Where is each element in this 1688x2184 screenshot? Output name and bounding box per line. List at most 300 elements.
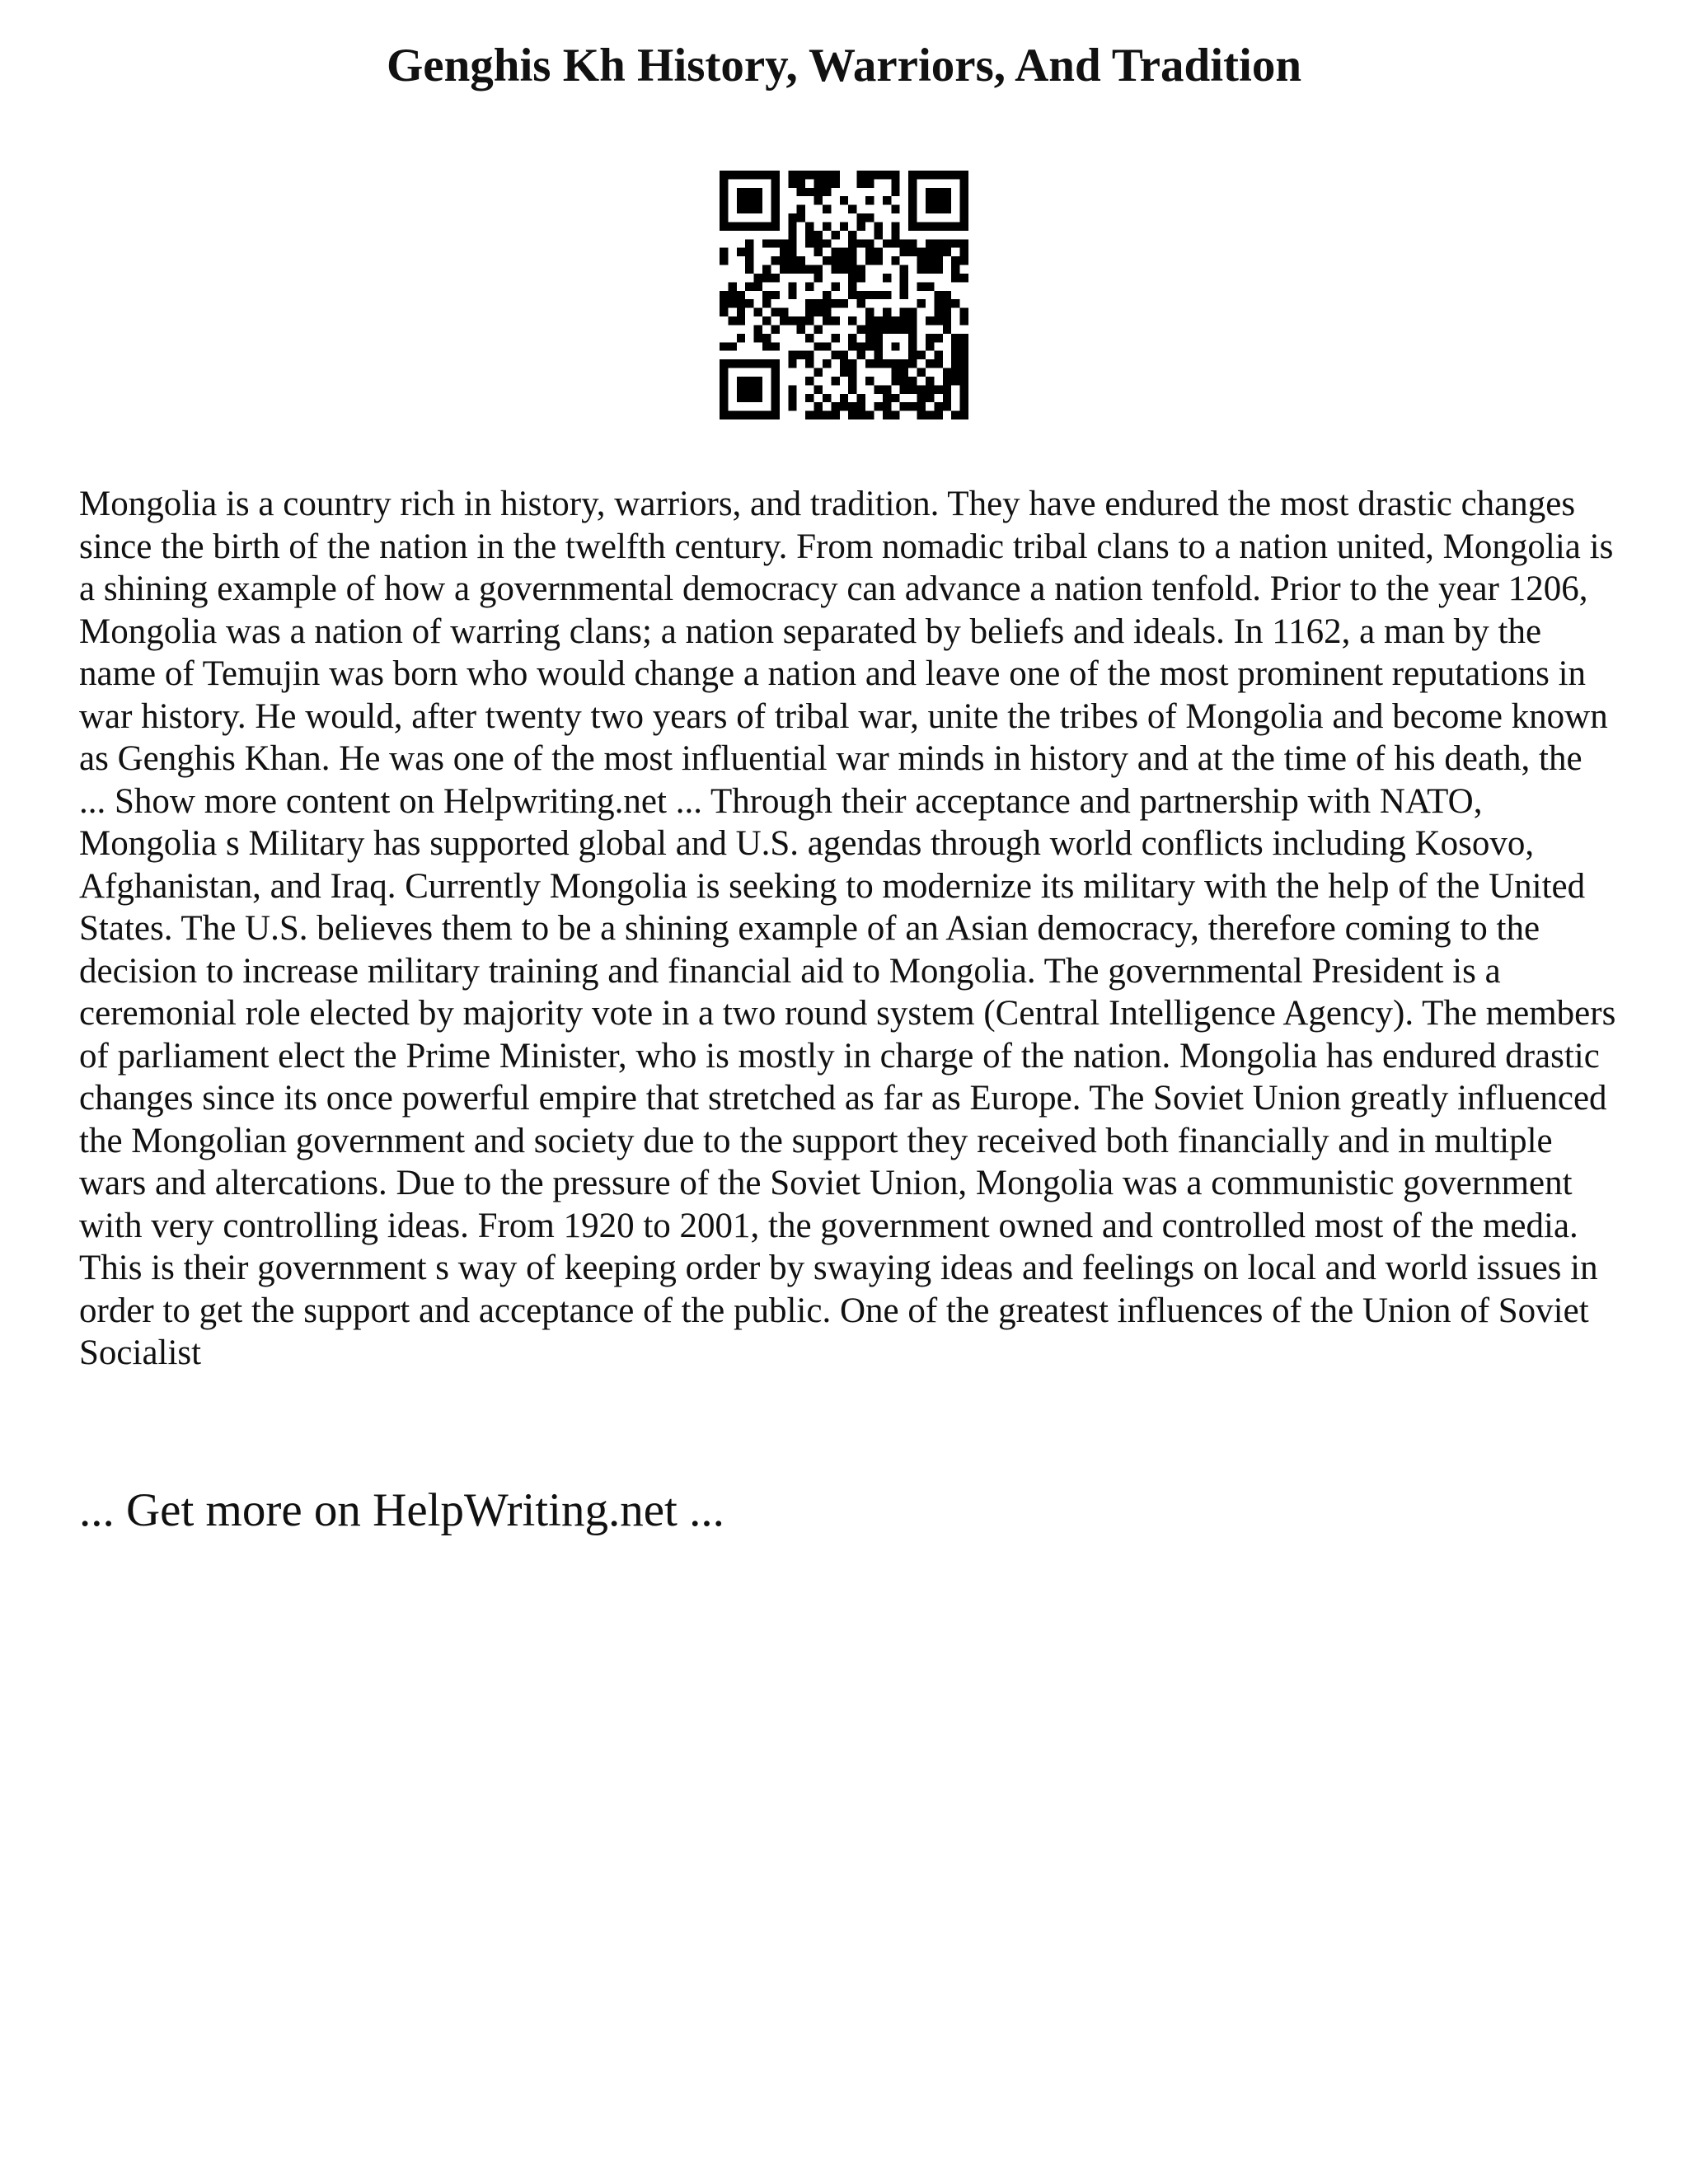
qr-module (960, 342, 968, 350)
qr-module (737, 196, 745, 204)
qr-module (745, 205, 753, 213)
qr-module (874, 171, 882, 179)
qr-module (840, 248, 848, 256)
qr-module (960, 274, 968, 282)
qr-module (797, 325, 805, 333)
qr-module (805, 171, 814, 179)
qr-module (728, 282, 736, 290)
qr-module (720, 411, 728, 419)
qr-module (857, 265, 865, 274)
qr-module (917, 394, 926, 402)
qr-module (814, 368, 823, 377)
qr-module (900, 265, 908, 274)
qr-module (754, 171, 762, 179)
qr-module (908, 308, 917, 316)
qr-module (874, 402, 882, 410)
qr-module (771, 325, 779, 333)
qr-module (943, 325, 951, 333)
qr-module (823, 222, 831, 230)
qr-module (951, 222, 959, 230)
qr-module (951, 265, 959, 274)
qr-module (874, 385, 882, 393)
qr-module (891, 377, 899, 385)
qr-module (788, 248, 796, 256)
qr-module (926, 222, 934, 230)
qr-module (874, 291, 882, 299)
qr-module (883, 308, 891, 316)
qr-module (908, 385, 917, 393)
qr-module (943, 239, 951, 247)
qr-module (805, 316, 814, 325)
qr-module (814, 308, 823, 316)
qr-module (831, 334, 839, 342)
qr-module (771, 274, 779, 282)
qr-module (805, 411, 814, 419)
qr-module (762, 171, 771, 179)
qr-module (771, 394, 779, 402)
qr-module (771, 342, 779, 350)
qr-module (788, 222, 796, 230)
qr-module (943, 308, 951, 316)
qr-module (960, 308, 968, 316)
qr-module (745, 265, 753, 274)
qr-module (780, 239, 788, 247)
qr-module (745, 282, 753, 290)
qr-module (831, 248, 839, 256)
qr-module (788, 256, 796, 265)
qr-module (771, 359, 779, 368)
qr-module (874, 256, 882, 265)
qr-module (737, 299, 745, 307)
qr-module (951, 342, 959, 350)
qr-module (823, 239, 831, 247)
qr-module (762, 334, 771, 342)
qr-module (951, 274, 959, 282)
qr-module (960, 179, 968, 187)
qr-module (857, 325, 865, 333)
qr-module (865, 316, 874, 325)
qr-module (823, 316, 831, 325)
qr-module (728, 316, 736, 325)
qr-module (840, 359, 848, 368)
qr-module (720, 385, 728, 393)
qr-module (926, 411, 934, 419)
qr-module (737, 394, 745, 402)
qr-module (951, 334, 959, 342)
qr-module (960, 359, 968, 368)
qr-module (960, 171, 968, 179)
qr-module (951, 411, 959, 419)
qr-module (840, 256, 848, 265)
qr-module (754, 196, 762, 204)
qr-module (737, 248, 745, 256)
qr-module (960, 239, 968, 247)
qr-module (934, 188, 942, 196)
qr-module (934, 359, 942, 368)
qr-module (771, 385, 779, 393)
qr-module (745, 385, 753, 393)
qr-module (865, 179, 874, 187)
qr-module (805, 299, 814, 307)
qr-module (780, 265, 788, 274)
qr-module (943, 248, 951, 256)
qr-module (891, 394, 899, 402)
qr-module (754, 325, 762, 333)
qr-module (874, 342, 882, 350)
qr-module (805, 231, 814, 239)
qr-module (840, 368, 848, 377)
qr-code-icon (720, 171, 968, 419)
qr-module (720, 377, 728, 385)
qr-module (891, 179, 899, 187)
qr-module (805, 334, 814, 342)
qr-module (917, 256, 926, 265)
qr-module (745, 196, 753, 204)
qr-module (943, 402, 951, 410)
qr-module (780, 256, 788, 265)
qr-module (848, 274, 856, 282)
qr-module (720, 291, 728, 299)
qr-module (814, 239, 823, 247)
qr-code-graphic (720, 171, 968, 419)
qr-module (926, 385, 934, 393)
qr-module (926, 377, 934, 385)
qr-module (874, 359, 882, 368)
qr-module (883, 274, 891, 282)
qr-module (960, 411, 968, 419)
qr-module (848, 385, 856, 393)
qr-module (865, 359, 874, 368)
qr-module (926, 282, 934, 290)
qr-module (848, 256, 856, 265)
qr-module (900, 402, 908, 410)
qr-module (788, 239, 796, 247)
qr-module (900, 274, 908, 282)
qr-module (754, 188, 762, 196)
qr-module (943, 385, 951, 393)
qr-module (771, 179, 779, 187)
qr-module (891, 368, 899, 377)
qr-module (960, 316, 968, 325)
qr-module (917, 222, 926, 230)
qr-module (934, 385, 942, 393)
qr-module (926, 342, 934, 350)
qr-module (943, 205, 951, 213)
qr-module (908, 342, 917, 350)
qr-module (865, 291, 874, 299)
qr-module (762, 239, 771, 247)
qr-module (934, 256, 942, 265)
qr-module (788, 359, 796, 368)
qr-module (943, 291, 951, 299)
qr-module (728, 299, 736, 307)
qr-module (900, 377, 908, 385)
qr-module (917, 402, 926, 410)
qr-module (720, 248, 728, 256)
qr-module (917, 368, 926, 377)
qr-module (797, 265, 805, 274)
qr-module (926, 359, 934, 368)
qr-module (960, 385, 968, 393)
qr-module (737, 171, 745, 179)
qr-module (865, 213, 874, 222)
qr-module (900, 368, 908, 377)
qr-module (762, 299, 771, 307)
qr-module (840, 351, 848, 359)
qr-module (805, 359, 814, 368)
qr-module (926, 248, 934, 256)
qr-module (908, 248, 917, 256)
qr-module (814, 402, 823, 410)
qr-module (891, 359, 899, 368)
qr-module (771, 188, 779, 196)
qr-module (814, 179, 823, 187)
qr-module (891, 325, 899, 333)
qr-module (934, 402, 942, 410)
qr-module (857, 402, 865, 410)
qr-module (960, 394, 968, 402)
qr-module (745, 394, 753, 402)
qr-module (857, 213, 865, 222)
qr-module (720, 308, 728, 316)
qr-module (934, 308, 942, 316)
qr-module (943, 368, 951, 377)
qr-module (934, 239, 942, 247)
qr-module (943, 377, 951, 385)
qr-module (737, 334, 745, 342)
qr-module (857, 274, 865, 282)
qr-module (823, 171, 831, 179)
qr-module (900, 282, 908, 290)
qr-module (771, 291, 779, 299)
qr-module (737, 411, 745, 419)
qr-module (874, 231, 882, 239)
qr-module (720, 213, 728, 222)
qr-module (951, 377, 959, 385)
qr-module (805, 265, 814, 274)
qr-module (737, 222, 745, 230)
qr-module (900, 291, 908, 299)
qr-module (745, 171, 753, 179)
qr-module (857, 342, 865, 350)
qr-module (874, 222, 882, 230)
qr-module (823, 205, 831, 213)
qr-module (917, 248, 926, 256)
qr-module (883, 411, 891, 419)
qr-module (788, 282, 796, 290)
qr-module (891, 411, 899, 419)
qr-module (780, 316, 788, 325)
qr-module (728, 342, 736, 350)
qr-module (745, 222, 753, 230)
qr-module (848, 231, 856, 239)
qr-module (960, 334, 968, 342)
qr-module (737, 377, 745, 385)
qr-module (754, 334, 762, 342)
qr-module (771, 368, 779, 377)
qr-module (951, 171, 959, 179)
qr-module (926, 334, 934, 342)
qr-module (788, 316, 796, 325)
qr-module (720, 359, 728, 368)
qr-module (805, 308, 814, 316)
qr-module (831, 171, 839, 179)
qr-module (883, 316, 891, 325)
qr-module (814, 411, 823, 419)
qr-module (771, 171, 779, 179)
qr-module (745, 256, 753, 265)
qr-module (865, 411, 874, 419)
qr-module (943, 394, 951, 402)
qr-module (874, 334, 882, 342)
qr-module (883, 239, 891, 247)
qr-module (857, 394, 865, 402)
qr-module (926, 196, 934, 204)
qr-module (823, 342, 831, 350)
get-more-link[interactable]: ... Get more on HelpWriting.net ... (79, 1484, 724, 1536)
qr-module (780, 308, 788, 316)
qr-module (720, 368, 728, 377)
qr-module (908, 205, 917, 213)
qr-module (720, 256, 728, 265)
qr-module (934, 351, 942, 359)
qr-module (857, 239, 865, 247)
qr-module (754, 377, 762, 385)
qr-module (754, 282, 762, 290)
qr-module (951, 239, 959, 247)
qr-module (960, 377, 968, 385)
qr-module (865, 171, 874, 179)
qr-module (823, 291, 831, 299)
qr-module (831, 316, 839, 325)
qr-module (797, 171, 805, 179)
qr-module (848, 316, 856, 325)
qr-module (891, 342, 899, 350)
qr-module (831, 351, 839, 359)
qr-module (805, 282, 814, 290)
qr-module (814, 248, 823, 256)
qr-module (908, 325, 917, 333)
qr-module (771, 402, 779, 410)
qr-module (728, 171, 736, 179)
qr-module (788, 179, 796, 187)
qr-module (943, 196, 951, 204)
qr-module (805, 394, 814, 402)
qr-module (737, 385, 745, 393)
qr-module (934, 171, 942, 179)
qr-module (762, 411, 771, 419)
qr-module (908, 179, 917, 187)
qr-module (865, 256, 874, 265)
qr-module (926, 316, 934, 325)
qr-module (840, 394, 848, 402)
qr-module (745, 359, 753, 368)
qr-module (788, 385, 796, 393)
qr-module (797, 179, 805, 187)
qr-module (908, 334, 917, 342)
qr-module (745, 411, 753, 419)
qr-module (951, 359, 959, 368)
qr-module (917, 171, 926, 179)
qr-module (883, 402, 891, 410)
qr-module (960, 368, 968, 377)
qr-module (797, 351, 805, 359)
qr-module (788, 351, 796, 359)
qr-module (883, 394, 891, 402)
qr-module (865, 248, 874, 256)
qr-module (840, 222, 848, 230)
qr-module (762, 291, 771, 299)
qr-module (857, 299, 865, 307)
qr-module (788, 213, 796, 222)
qr-module (762, 265, 771, 274)
qr-module (934, 222, 942, 230)
qr-module (874, 248, 882, 256)
qr-module (823, 256, 831, 265)
qr-module (814, 342, 823, 350)
qr-module (865, 342, 874, 350)
qr-module (805, 377, 814, 385)
qr-module (814, 265, 823, 274)
qr-module (823, 308, 831, 316)
qr-module (917, 411, 926, 419)
qr-module (780, 248, 788, 256)
qr-module (831, 411, 839, 419)
qr-module (720, 402, 728, 410)
qr-module (771, 411, 779, 419)
qr-module (823, 188, 831, 196)
qr-module (900, 359, 908, 368)
qr-module (883, 359, 891, 368)
qr-module (728, 222, 736, 230)
qr-module (737, 316, 745, 325)
qr-module (900, 248, 908, 256)
qr-module (754, 394, 762, 402)
qr-module (891, 239, 899, 247)
qr-module (908, 188, 917, 196)
qr-module (797, 213, 805, 222)
qr-module (788, 291, 796, 299)
qr-module (891, 205, 899, 213)
qr-module (771, 205, 779, 213)
qr-module (943, 222, 951, 230)
qr-module (831, 256, 839, 265)
qr-module (797, 316, 805, 325)
qr-module (900, 325, 908, 333)
qr-module (840, 299, 848, 307)
qr-module (926, 394, 934, 402)
qr-module (926, 188, 934, 196)
qr-module (857, 222, 865, 230)
qr-module (788, 265, 796, 274)
qr-module (840, 265, 848, 274)
qr-module (823, 179, 831, 187)
qr-module (754, 274, 762, 282)
qr-module (891, 171, 899, 179)
qr-module (865, 377, 874, 385)
qr-module (831, 179, 839, 187)
qr-module (771, 213, 779, 222)
qr-module (908, 222, 917, 230)
qr-module (814, 385, 823, 393)
qr-module (865, 196, 874, 204)
qr-module (831, 377, 839, 385)
qr-module (865, 325, 874, 333)
qr-module (857, 411, 865, 419)
qr-module (720, 179, 728, 187)
qr-module (865, 239, 874, 247)
qr-module (934, 205, 942, 213)
